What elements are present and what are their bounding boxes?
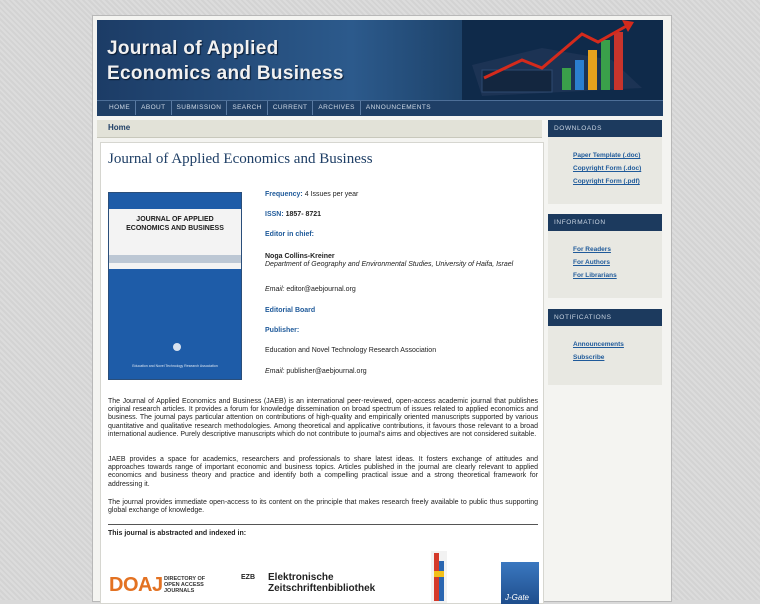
downloads-heading: DOWNLOADS xyxy=(548,120,662,137)
issn-value: 1857- 8721 xyxy=(285,211,322,218)
publisher-email-link[interactable]: publisher@aebjournal.org xyxy=(286,368,367,375)
for-authors-link[interactable]: For Authors xyxy=(573,259,610,266)
indexing-logos: DOAJ DIRECTORY OF OPEN ACCESS JOURNALS EZB Elektronische Zeitschriftenbibliothek J-Gate xyxy=(101,546,543,604)
breadcrumb xyxy=(97,120,542,138)
editor-name: Noga Collins-Kreiner xyxy=(265,253,335,260)
editor-label: Editor in chief: xyxy=(265,231,314,238)
nav-search[interactable]: SEARCH xyxy=(227,101,268,115)
cover-title: JOURNAL OF APPLIED ECONOMICS AND BUSINESS xyxy=(126,216,224,232)
cover-publisher: Education and Novel Technology Research Association xyxy=(132,364,218,368)
downloads-links xyxy=(548,137,662,188)
frequency-value: 4 Issues per year xyxy=(304,191,359,198)
information-links xyxy=(548,231,662,282)
cover-logo-icon xyxy=(173,343,181,351)
notifications-links xyxy=(548,326,662,364)
editor-email-row xyxy=(265,286,535,293)
jgate-logo[interactable]: J-Gate xyxy=(501,562,539,604)
site-header xyxy=(97,20,663,100)
site-title[interactable]: Journal of Applied Economics and Business xyxy=(107,38,344,84)
description-paragraph-3: The journal provides immediate open-access to its content on the principle that makes research freely available to public thus supporting global exchange of knowledge. xyxy=(108,499,538,515)
frequency-row xyxy=(265,191,535,198)
nav-about[interactable]: ABOUT xyxy=(136,101,171,115)
main-content xyxy=(100,142,544,604)
nav-current[interactable]: CURRENT xyxy=(268,101,314,115)
description-paragraph-2: JAEB provides a space for academics, researchers and professionals to share latest ideas. It fosters exchange of attitudes and approaches towards range of important economic and business topics. Articles published in the journal are clearly relevant to applied economics and business theory and practice and identify both a compelling practical issue and a strong theoretical framework for addressing it. xyxy=(108,456,538,488)
editor-email-link[interactable]: editor@aebjournal.org xyxy=(286,286,356,293)
copyright-form-pdf-link[interactable]: Copyright Form (.pdf) xyxy=(573,178,640,185)
nav-home[interactable]: HOME xyxy=(104,101,136,115)
subscribe-link[interactable]: Subscribe xyxy=(573,354,605,361)
nav-submission[interactable]: SUBMISSION xyxy=(172,101,228,115)
paper-template-doc-link[interactable]: Paper Template (.doc) xyxy=(573,152,641,159)
nav-archives[interactable]: ARCHIVES xyxy=(313,101,360,115)
announcements-link[interactable]: Announcements xyxy=(573,341,624,348)
for-readers-link[interactable]: For Readers xyxy=(573,246,611,253)
publisher-name: Education and Novel Technology Research Association xyxy=(265,347,437,354)
ezb-logo[interactable]: EZB Elektronische Zeitschriftenbibliothek xyxy=(241,572,376,594)
editor-email-label: Email: xyxy=(265,286,285,293)
description-paragraph-1: The Journal of Applied Economics and Business (JAEB) is an international peer-reviewed, open-access academic journal that publishes original research articles. It provides a forum for knowledge dissemination on broad spectrum of issues related to applied economics and business. The journal pays particular attention on contributions of high-quality and empirically oriented manuscripts supported by various quantitative and qualitative research methodologies. Among theoretical and applicative contributions, it favours those relevant to a broad international audience. Purely descriptive manuscripts which do not contribute to journal's aims and objectives are not considered suitable. xyxy=(108,398,538,438)
editorial-board-link[interactable]: Editorial Board xyxy=(265,307,316,314)
information-block xyxy=(548,214,662,298)
copyright-form-doc-link[interactable]: Copyright Form (.doc) xyxy=(573,165,642,172)
page-title: Journal of Applied Economics and Business xyxy=(108,151,373,167)
main-nav xyxy=(97,100,663,116)
information-heading: INFORMATION xyxy=(548,214,662,231)
issn-row xyxy=(265,211,535,218)
publisher-email-row xyxy=(265,368,535,375)
ezb-mark-icon: EZB xyxy=(241,574,255,581)
indexed-heading: This journal is abstracted and indexed in: xyxy=(108,530,247,537)
journal-cover-image xyxy=(108,192,242,380)
frequency-label: Frequency: xyxy=(265,191,303,198)
cover-stripe xyxy=(109,255,241,263)
content-divider xyxy=(108,524,538,525)
publisher-label: Publisher: xyxy=(265,327,300,334)
editor-affiliation: Department of Geography and Environmental Studies, University of Haifa, Israel xyxy=(265,261,514,268)
publisher-email-label: Email: xyxy=(265,368,285,375)
dbib-logo-icon[interactable] xyxy=(429,551,449,603)
for-librarians-link[interactable]: For Librarians xyxy=(573,272,617,279)
notifications-heading: NOTIFICATIONS xyxy=(548,309,662,326)
notifications-block xyxy=(548,309,662,385)
nav-announcements[interactable]: ANNOUNCEMENTS xyxy=(365,104,431,111)
issn-label: ISSN: xyxy=(265,211,284,218)
header-chart-icon xyxy=(462,20,663,100)
downloads-block xyxy=(548,120,662,204)
breadcrumb-home-link[interactable]: Home xyxy=(108,123,131,132)
